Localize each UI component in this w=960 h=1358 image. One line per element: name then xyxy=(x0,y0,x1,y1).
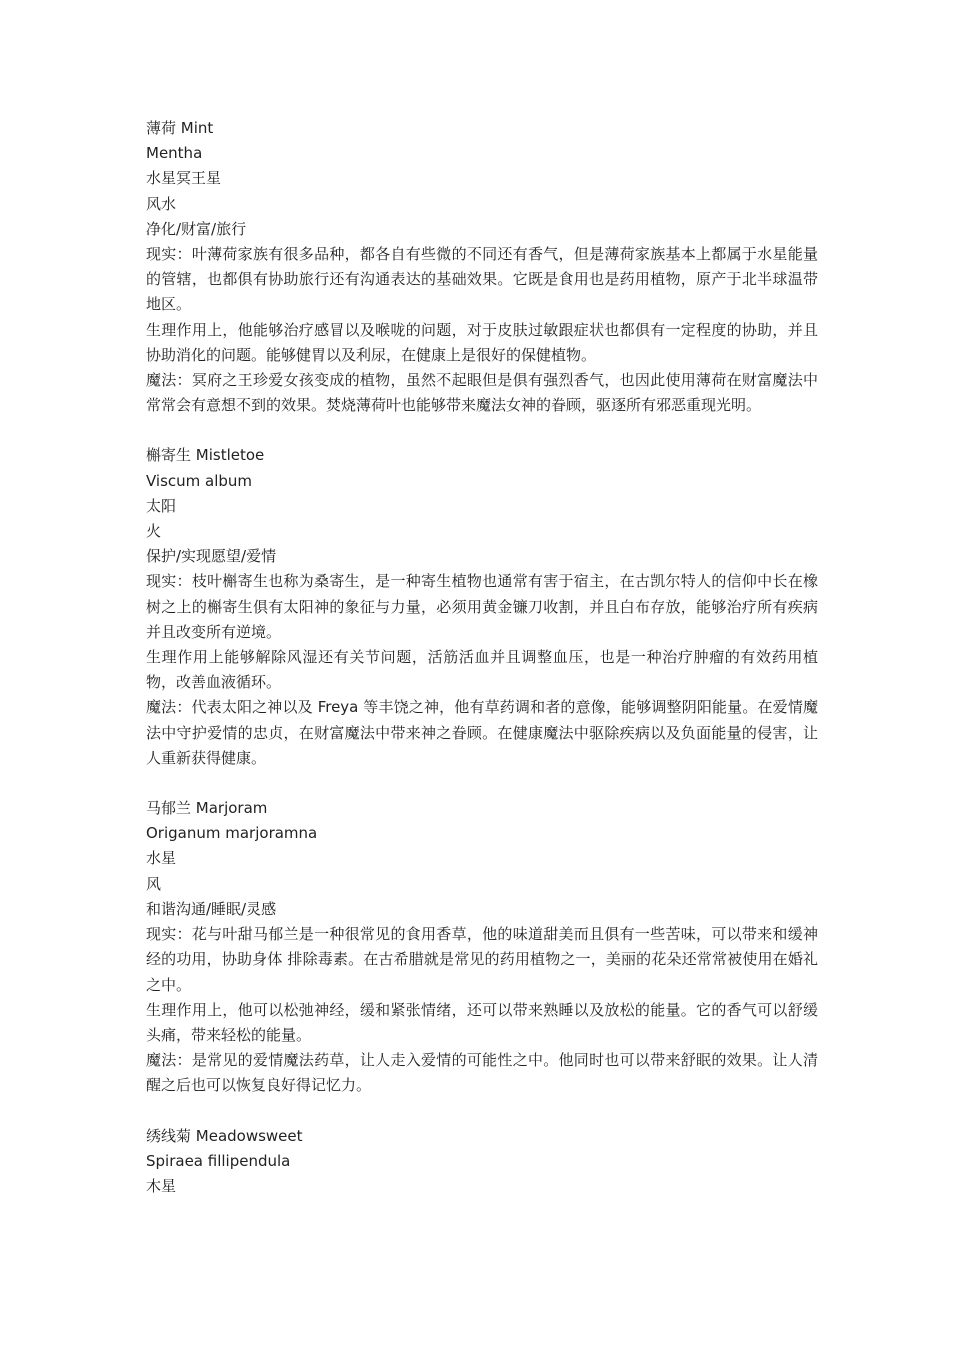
herb-latin-name: Viscum album xyxy=(146,471,253,490)
herb-physiology-paragraph: 生理作用上能够解除风湿还有关节问题，活筋活血并且调整血压，也是一种治疗肿瘤的有效药用植物，改善血液循环。 xyxy=(146,648,818,692)
herb-title: 槲寄生 Mistletoe xyxy=(146,446,265,465)
herb-planet: 水星冥王星 xyxy=(146,169,222,188)
herb-latin-name: Origanum marjoramna xyxy=(146,824,318,843)
herb-entry-marjoram xyxy=(146,796,818,1098)
herb-element: 风 xyxy=(146,874,162,893)
herb-latin-name: Mentha xyxy=(146,144,203,163)
herb-uses: 净化/财富/旅行 xyxy=(146,219,247,238)
herb-physiology-paragraph: 生理作用上，他可以松弛神经，缓和紧张情绪，还可以带来熟睡以及放松的能量。它的香气可以舒缓头痛，带来轻松的能量。 xyxy=(146,1000,818,1044)
herb-magic-paragraph: 魔法：代表太阳之神以及 Freya 等丰饶之神，他有草药调和者的意像，能够调整阴阳能量。在爱情魔法中守护爱情的忠贞，在财富魔法中带来神之眷顾。在健康魔法中驱除疾病以及负面能量的侵害，让人重新获得健康。 xyxy=(146,698,818,767)
herb-element: 风水 xyxy=(146,194,177,213)
herb-uses: 保护/实现愿望/爱情 xyxy=(146,547,277,566)
herb-title: 绣线菊 Meadowsweet xyxy=(146,1126,303,1145)
document-page xyxy=(146,116,818,1199)
herb-planet: 木星 xyxy=(146,1176,177,1195)
herb-uses: 和谐沟通/睡眠/灵感 xyxy=(146,899,277,918)
herb-entry-meadowsweet xyxy=(146,1124,818,1200)
herb-physiology-paragraph: 生理作用上，他能够治疗感冒以及喉咙的问题，对于皮肤过敏跟症状也都俱有一定程度的协助，并且协助消化的问题。能够健胃以及利尿，在健康上是很好的保健植物。 xyxy=(146,320,818,364)
herb-planet: 太阳 xyxy=(146,496,177,515)
herb-reality-paragraph: 现实：叶薄荷家族有很多品种，都各自有些微的不同还有香气，但是薄荷家族基本上都属于水星能量的管辖，也都俱有协助旅行还有沟通表达的基础效果。它既是食用也是药用植物，原产于北半球温带地区。 xyxy=(146,245,818,314)
herb-magic-paragraph: 魔法：冥府之王珍爱女孩变成的植物，虽然不起眼但是俱有强烈香气，也因此使用薄荷在财富魔法中常常会有意想不到的效果。焚烧薄荷叶也能够带来魔法女神的眷顾，驱逐所有邪恶重现光明。 xyxy=(146,371,818,415)
herb-planet: 水星 xyxy=(146,849,177,868)
herb-reality-paragraph: 现实：枝叶槲寄生也称为桑寄生，是一种寄生植物也通常有害于宿主，在古凯尔特人的信仰中长在橡树之上的槲寄生俱有太阳神的象征与力量，必须用黄金镰刀收割，并且白布存放，能够治疗所有疾病并且改变所有逆境。 xyxy=(146,572,818,641)
herb-magic-paragraph: 魔法：是常见的爱情魔法药草，让人走入爱情的可能性之中。他同时也可以带来舒眠的效果。让人清醒之后也可以恢复良好得记忆力。 xyxy=(146,1051,818,1095)
herb-reality-paragraph: 现实：花与叶甜马郁兰是一种很常见的食用香草，他的味道甜美而且俱有一些苦味，可以带来和缓神经的功用，协助身体 排除毒素。在古希腊就是常见的药用植物之一，美丽的花朵还常常被使用在婚礼之中。 xyxy=(146,925,818,994)
herb-latin-name: Spiraea fillipendula xyxy=(146,1151,291,1170)
herb-title: 薄荷 Mint xyxy=(146,119,214,137)
herb-title: 马郁兰 Marjoram xyxy=(146,799,268,818)
herb-element: 火 xyxy=(146,522,162,541)
herb-entry-mint xyxy=(146,116,818,418)
herb-entry-mistletoe xyxy=(146,443,818,771)
